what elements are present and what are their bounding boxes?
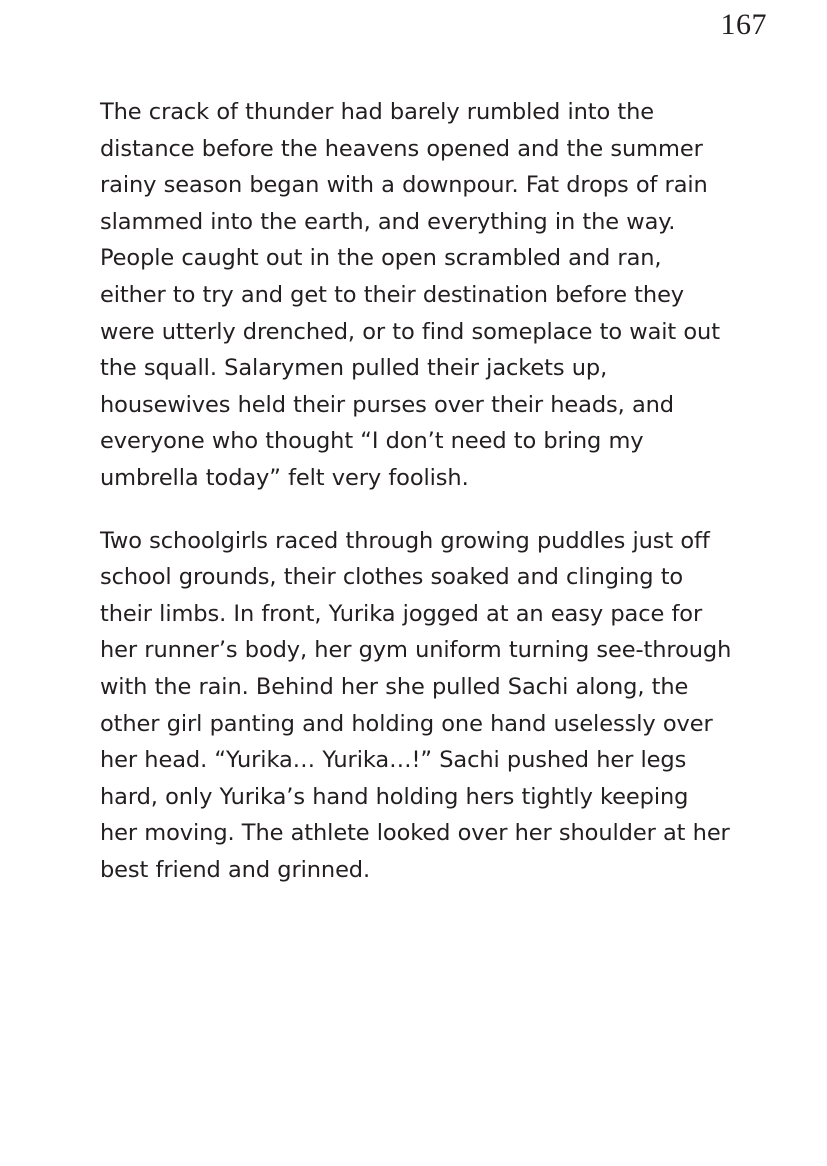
paragraph: The crack of thunder had barely rumbled into the distance before the heavens opened and the summer rainy season began with a downpour. Fat drops of rain slammed into the earth, and everything in the way. People caught out in the open scrambled and ran, either to try and get to their destination before they were utterly drenched, or to find someplace to wait out the squall. Salarymen pulled their jackets up, housewives held their purses over their heads, and everyone who thought “I don’t need to bring my umbrella today” felt very foolish.: [100, 99, 720, 491]
page-body: [100, 94, 732, 888]
page-number: 167: [720, 8, 767, 41]
paragraph: Two schoolgirls raced through growing puddles just off school grounds, their clothes soaked and clinging to their limbs. In front, Yurika jogged at an easy pace for her runner’s body, her gym uniform turning see-through with the rain. Behind her she pulled Sachi along, the other girl panting and holding one hand uselessly over her head. “Yurika… Yurika…!” Sachi pushed her legs hard, only Yurika’s hand holding hers tightly keeping her moving. The athlete looked over her shoulder at her best friend and grinned.: [100, 527, 732, 883]
